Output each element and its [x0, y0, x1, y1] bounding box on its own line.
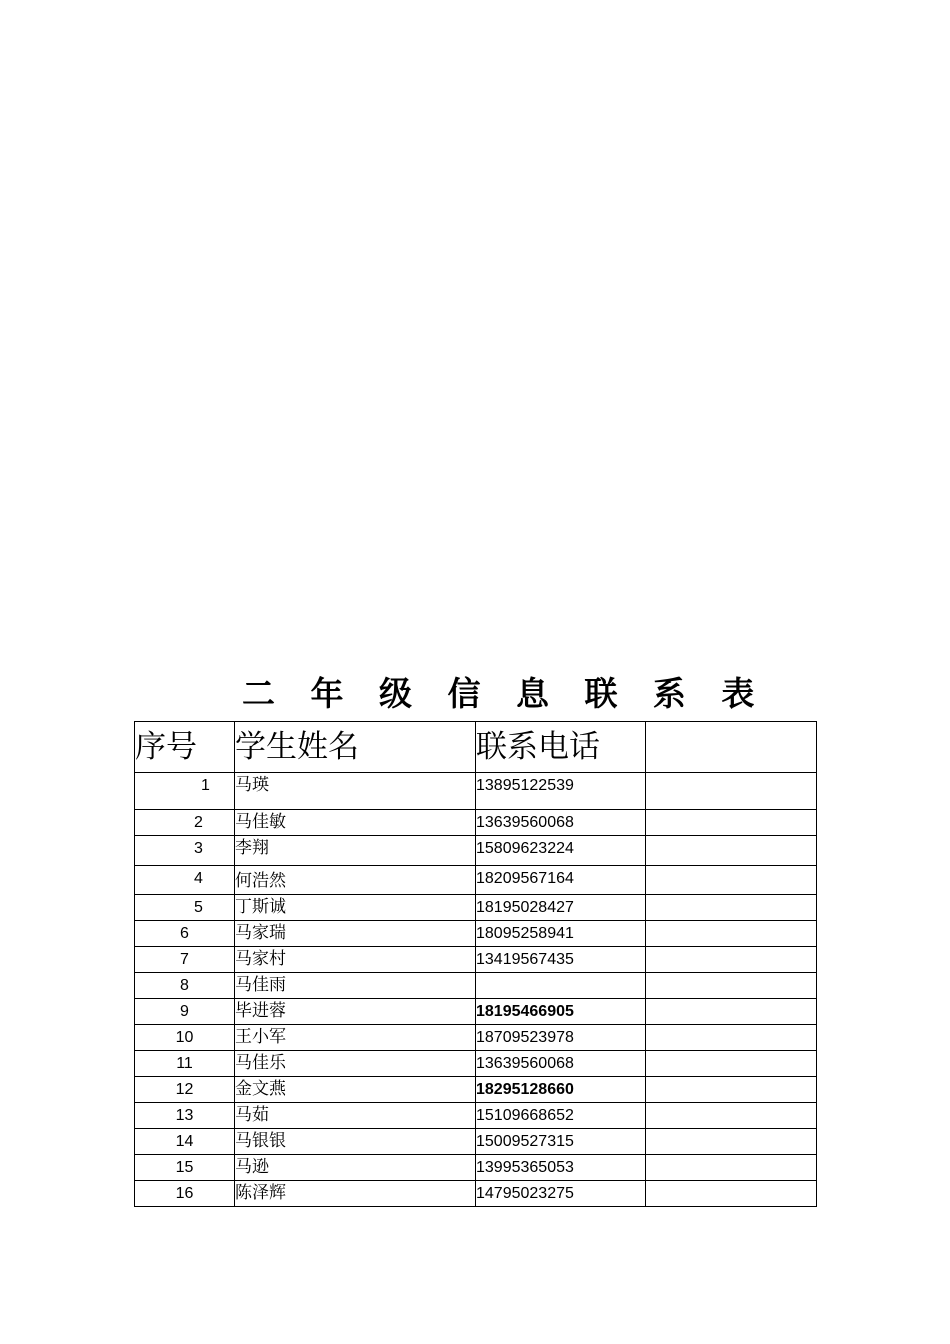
- row-name: 马茹: [235, 1103, 476, 1129]
- table-row: [135, 836, 817, 866]
- table-row: [135, 895, 817, 921]
- row-name: 马家村: [235, 947, 476, 973]
- row-blank: [646, 1077, 817, 1103]
- row-blank: [646, 1129, 817, 1155]
- table-row: [135, 1077, 817, 1103]
- row-blank: [646, 1155, 817, 1181]
- row-index: 10: [135, 1025, 235, 1051]
- table-row: [135, 810, 817, 836]
- row-blank: [646, 836, 817, 866]
- row-phone: 13895122539: [476, 773, 646, 810]
- row-index: 7: [135, 947, 235, 973]
- table-row: [135, 1129, 817, 1155]
- row-index: 4: [135, 866, 235, 895]
- table-row: [135, 1181, 817, 1207]
- row-index: 15: [135, 1155, 235, 1181]
- table-row: [135, 866, 817, 895]
- row-blank: [646, 921, 817, 947]
- header-blank: [646, 722, 817, 773]
- row-index: 12: [135, 1077, 235, 1103]
- table-row: [135, 973, 817, 999]
- table-row: [135, 1051, 817, 1077]
- table-row: [135, 1103, 817, 1129]
- row-blank: [646, 1051, 817, 1077]
- row-phone: 13639560068: [476, 810, 646, 836]
- row-name: 何浩然: [235, 866, 476, 895]
- header-index: 序号: [135, 722, 235, 773]
- row-index: 2: [135, 810, 235, 836]
- row-name: 马佳敏: [235, 810, 476, 836]
- row-blank: [646, 810, 817, 836]
- row-phone: 13419567435: [476, 947, 646, 973]
- row-blank: [646, 773, 817, 810]
- row-name: 马佳雨: [235, 973, 476, 999]
- row-index: 1: [135, 773, 235, 810]
- row-blank: [646, 866, 817, 895]
- row-blank: [646, 1181, 817, 1207]
- row-phone: 18209567164: [476, 866, 646, 895]
- row-phone: 18195028427: [476, 895, 646, 921]
- row-index: 3: [135, 836, 235, 866]
- row-phone: 13995365053: [476, 1155, 646, 1181]
- row-name: 马家瑞: [235, 921, 476, 947]
- row-name: 马逊: [235, 1155, 476, 1181]
- row-name: 丁斯诚: [235, 895, 476, 921]
- row-name: 金文燕: [235, 1077, 476, 1103]
- header-student-name: 学生姓名: [235, 722, 476, 773]
- table-header-row: [135, 722, 817, 773]
- row-blank: [646, 999, 817, 1025]
- row-index: 9: [135, 999, 235, 1025]
- row-index: 13: [135, 1103, 235, 1129]
- row-phone: 18195466905: [476, 999, 646, 1025]
- table-row: [135, 947, 817, 973]
- row-index: 5: [135, 895, 235, 921]
- row-name: 李翔: [235, 836, 476, 866]
- row-index: 14: [135, 1129, 235, 1155]
- table-row: [135, 1155, 817, 1181]
- row-phone: 18295128660: [476, 1077, 646, 1103]
- row-blank: [646, 973, 817, 999]
- row-phone: 18095258941: [476, 921, 646, 947]
- row-phone: 15009527315: [476, 1129, 646, 1155]
- row-name: 马银银: [235, 1129, 476, 1155]
- row-name: 陈泽辉: [235, 1181, 476, 1207]
- row-phone: 13639560068: [476, 1051, 646, 1077]
- table-row: [135, 1025, 817, 1051]
- row-index: 6: [135, 921, 235, 947]
- table-row: [135, 921, 817, 947]
- table-row: [135, 999, 817, 1025]
- header-phone: 联系电话: [476, 722, 646, 773]
- row-index: 16: [135, 1181, 235, 1207]
- row-phone: [476, 973, 646, 999]
- row-name: 王小军: [235, 1025, 476, 1051]
- row-name: 毕进蓉: [235, 999, 476, 1025]
- row-phone: 18709523978: [476, 1025, 646, 1051]
- row-blank: [646, 1103, 817, 1129]
- row-phone: 14795023275: [476, 1181, 646, 1207]
- row-index: 8: [135, 973, 235, 999]
- table-row: [135, 773, 817, 810]
- row-phone: 15809623224: [476, 836, 646, 866]
- row-blank: [646, 895, 817, 921]
- page-title: 二 年 级 信 息 联 系 表: [242, 674, 767, 713]
- row-phone: 15109668652: [476, 1103, 646, 1129]
- row-name: 马佳乐: [235, 1051, 476, 1077]
- row-name: 马瑛: [235, 773, 476, 810]
- contact-table: [134, 721, 817, 1207]
- row-blank: [646, 947, 817, 973]
- row-index: 11: [135, 1051, 235, 1077]
- row-blank: [646, 1025, 817, 1051]
